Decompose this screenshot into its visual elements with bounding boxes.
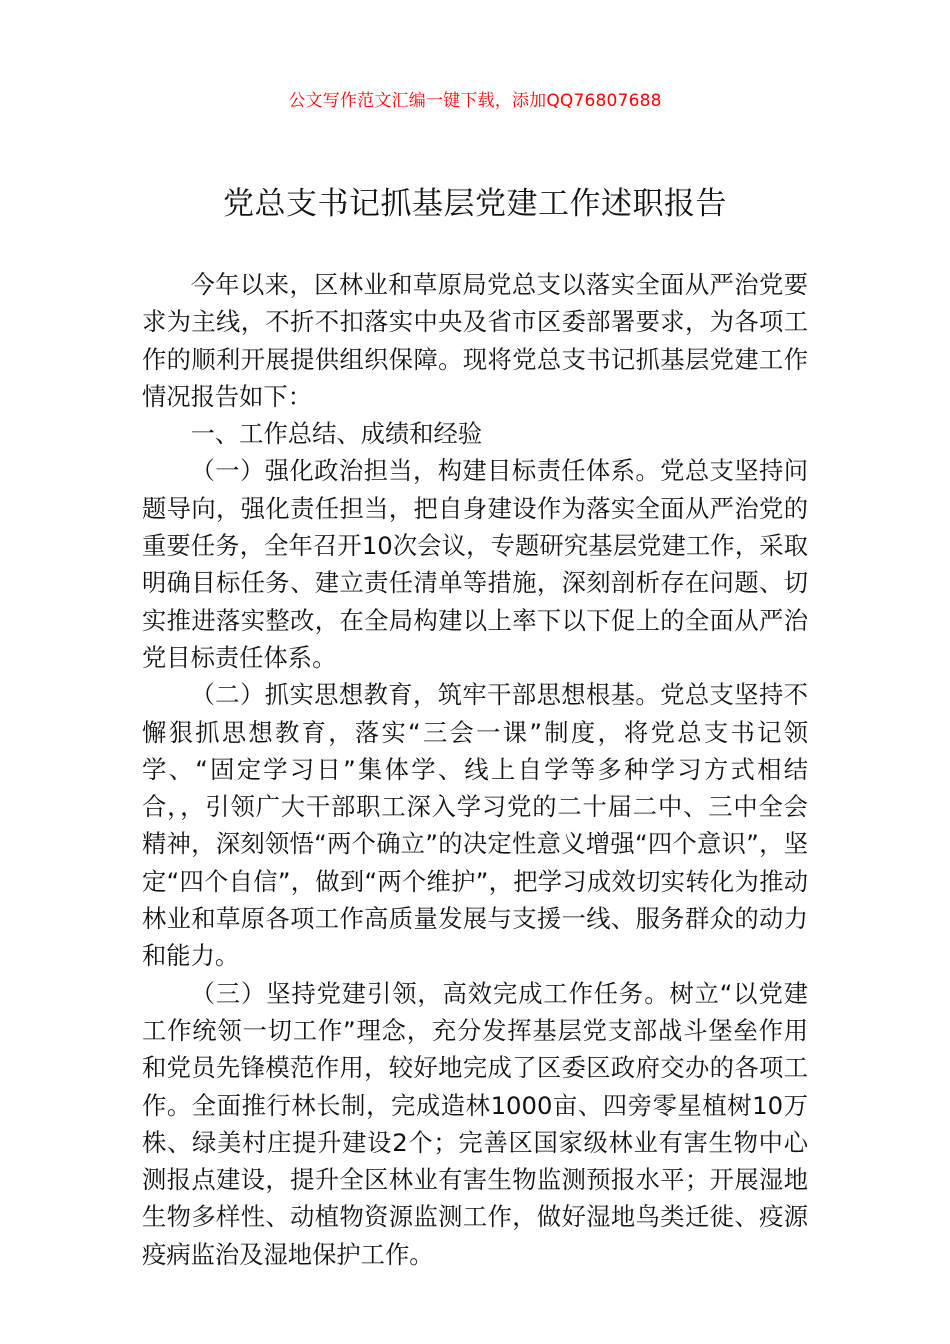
paragraph-item-3: （三）坚持党建引领，高效完成工作任务。树立“以党建工作统领一切工作”理念，充分发挥基层党支部战斗堡垒作用和党员先锋模范作用，较好地完成了区委区政府交办的各项工作。全面推行林长制，完成造林1000亩、四旁零星植树10万株、绿美村庄提升建设2个；完善区国家级林业有害生物中心测报点建设，提升全区林业有害生物监测预报水平；开展湿地生物多样性、动植物资源监测工作，做好湿地鸟类迁徙、疫源疫病监治及湿地保护工作。 — [142, 978, 808, 1269]
document-body — [142, 266, 808, 1273]
paragraph-item-2: （二）抓实思想教育，筑牢干部思想根基。党总支坚持不懈狠抓思想教育，落实“三会一课”制度，将党总支书记领学、“固定学习日”集体学、线上自学等多种学习方式相结合，，引领广大干部职工深入学习党的二十届二中、三中全会精神，深刻领悟“两个确立”的决定性意义增强“四个意识”，坚定“四个自信”，做到“两个维护”，把学习成效切实转化为推动林业和草原各项工作高质量发展与支援一线、服务群众的动力和能力。 — [142, 680, 808, 971]
section-heading: 一、工作总结、成绩和经验 — [190, 419, 483, 449]
promo-header-text[interactable]: 公文写作范文汇编一键下载，添加QQ76807688 — [288, 91, 662, 111]
paragraph-item-1: （一）强化政治担当，构建目标责任体系。党总支坚持问题导向，强化责任担当，把自身建设作为落实全面从严治党的重要任务，全年召开10次会议，专题研究基层党建工作，采取明确目标任务、建立责任清单等措施，深刻剖析存在问题、切实推进落实整改，在全局构建以上率下以下促上的全面从严治党目标责任体系。 — [142, 456, 808, 672]
intro-paragraph: 今年以来，区林业和草原局党总支以落实全面从严治党要求为主线，不折不扣落实中央及省市区委部署要求，为各项工作的顺利开展提供组织保障。现将党总支书记抓基层党建工作情况报告如下： — [142, 270, 808, 411]
document-title: 党总支书记抓基层党建工作述职报告 — [223, 186, 727, 222]
